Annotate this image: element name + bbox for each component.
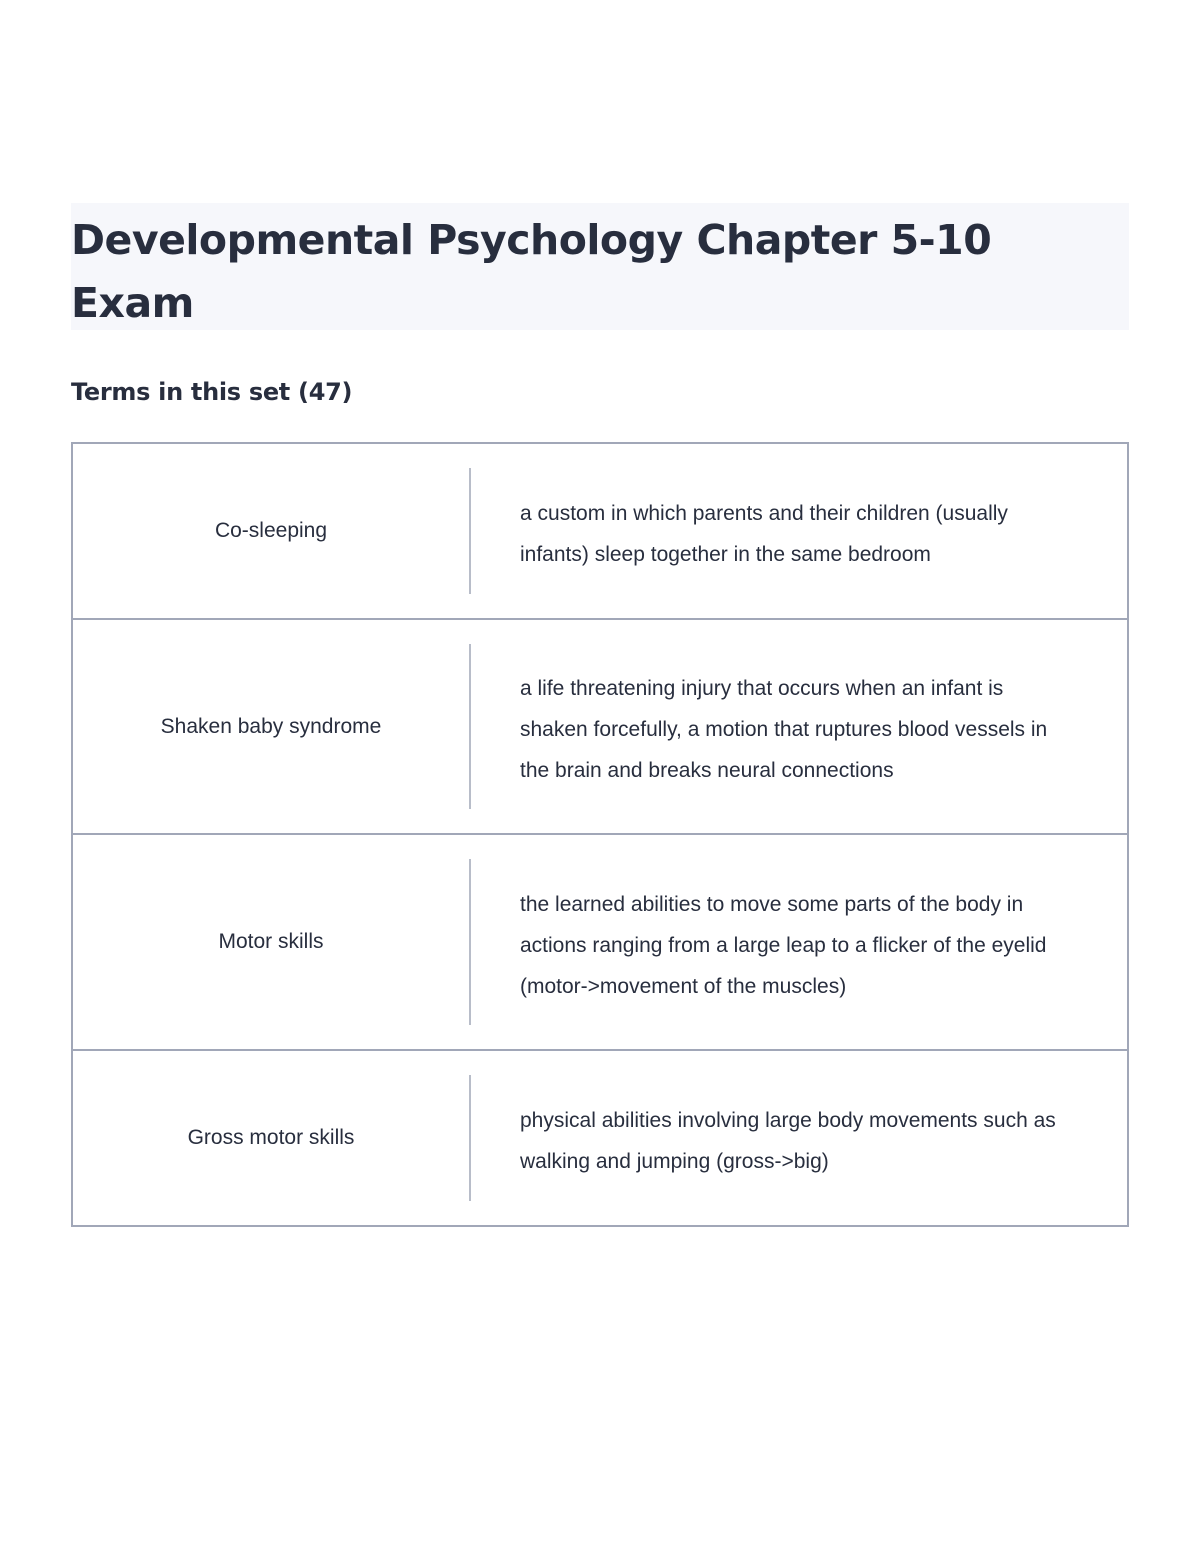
page-title bbox=[71, 203, 1129, 335]
page-title-line-1: Developmental Psychology Chapter 5-10 bbox=[71, 216, 992, 264]
definition-text: physical abilities involving large body movements such as walking and jumping (gross->big) bbox=[520, 1109, 1056, 1173]
term-text: Co-sleeping bbox=[214, 519, 328, 542]
term-card bbox=[71, 1049, 1129, 1227]
term-text: Motor skills bbox=[218, 930, 324, 953]
definition-text: a life threatening injury that occurs when an infant is shaken forcefully, a motion that ruptures blood vessels in the brain and breaks neural connections bbox=[520, 677, 1048, 782]
term-card bbox=[71, 833, 1129, 1051]
page-title-line-2: Exam bbox=[71, 279, 194, 327]
term-card bbox=[71, 442, 1129, 620]
term-text: Gross motor skills bbox=[187, 1126, 355, 1149]
term-text: Shaken baby syndrome bbox=[160, 714, 382, 738]
term-card-list bbox=[71, 442, 1129, 1227]
term-card bbox=[71, 618, 1129, 835]
terms-count-heading: Terms in this set (47) bbox=[71, 378, 353, 406]
definition-text: the learned abilities to move some parts of the body in actions ranging from a large leap to a flicker of the eyelid (motor->movement of the muscles) bbox=[520, 892, 1047, 998]
title-band bbox=[71, 203, 1129, 330]
definition-text: a custom in which parents and their children (usually infants) sleep together in the same bedroom bbox=[520, 502, 1008, 566]
